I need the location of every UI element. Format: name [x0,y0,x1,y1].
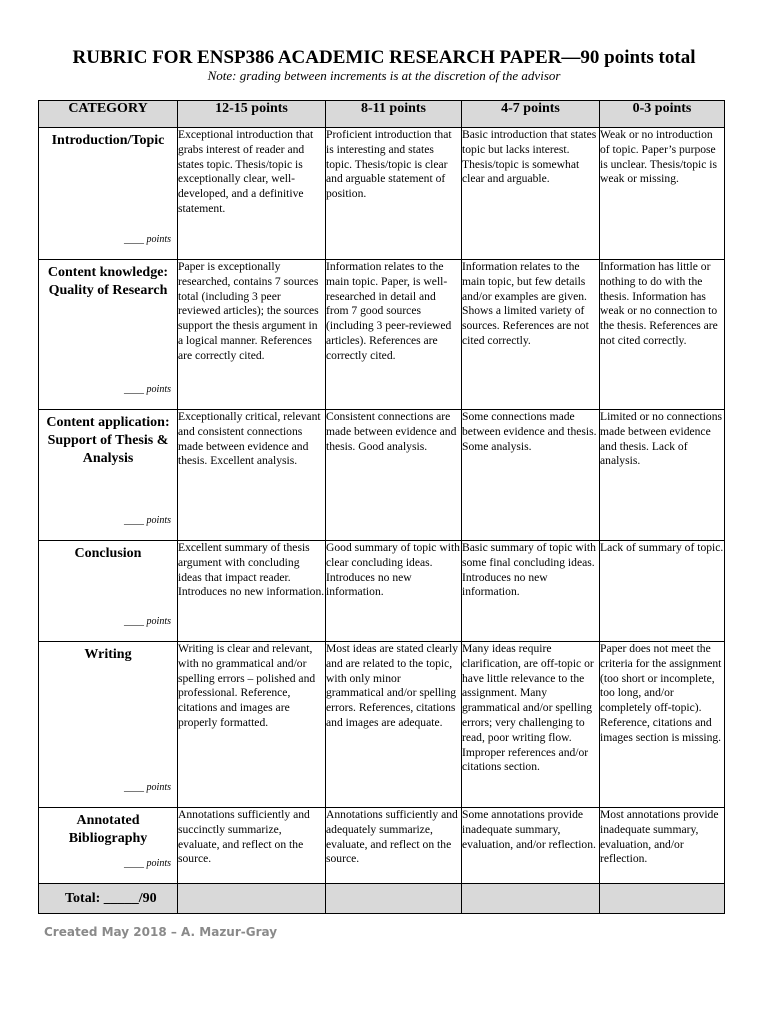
criteria-cell: Exceptional introduction that grabs interest of reader and states topic. Thesis/topic is exceptionally clear, well-developed, and a definitive statement. [178,128,326,260]
category-introduction: Introduction/Topic [51,133,165,148]
criteria-cell: Good summary of topic with clear concluding ideas. Introduces no new information. [326,541,462,642]
criteria-cell: Exceptionally critical, relevant and consistent connections made between evidence and thesis. Excellent analysis. [178,410,326,541]
criteria-cell: Some annotations provide inadequate summary, evaluation, and/or reflection. [462,808,600,884]
criteria-cell: Lack of summary of topic. [600,541,725,642]
header-8-11-points: 8-11 points [326,101,462,128]
points-blank: ____ points [124,515,171,526]
table-row [39,128,725,260]
category-cell [39,128,178,260]
total-cell [462,884,600,914]
header-category: CATEGORY [39,101,178,128]
document-title: RUBRIC FOR ENSP386 ACADEMIC RESEARCH PAPER—90 points total [72,47,696,68]
category-content-knowledge: Content knowledge: Quality of Research [47,265,169,298]
category-cell [39,808,178,884]
category-annotated-bibliography: Annotated Bibliography [68,813,148,846]
criteria-cell: Weak or no introduction of topic. Paper’s purpose is unclear. Thesis/topic is weak or missing. [600,128,725,260]
category-cell [39,541,178,642]
total-cell [178,884,326,914]
criteria-cell: Many ideas require clarification, are off-topic or have little relevance to the assignment. Many grammatical and/or spelling errors; very challenging to read, poor writing flow. Improper references and/or citations section. [462,642,600,808]
table-row [39,808,725,884]
total-row [39,884,725,914]
table-row [39,642,725,808]
criteria-cell: Most ideas are stated clearly and are related to the topic, with only minor grammatical and/or spelling errors. References, citations and images are adequate. [326,642,462,808]
criteria-cell: Basic summary of topic with some final concluding ideas. Introduces no new information. [462,541,600,642]
category-cell [39,642,178,808]
table-row [39,410,725,541]
criteria-cell: Information has little or nothing to do with the thesis. Information has weak or no connection to the thesis. References are not cited correctly. [600,260,725,410]
criteria-cell: Some connections made between evidence and thesis. Some analysis. [462,410,600,541]
category-cell [39,260,178,410]
criteria-cell: Limited or no connections made between evidence and thesis. Lack of analysis. [600,410,725,541]
grading-note: Note: grading between increments is at the discretion of the advisor [207,68,561,83]
points-blank: ____ points [124,234,171,245]
criteria-cell: Consistent connections are made between evidence and thesis. Good analysis. [326,410,462,541]
total-cell [326,884,462,914]
footer-credit: Created May 2018 – A. Mazur-Gray [44,925,278,939]
criteria-cell: Writing is clear and relevant, with no grammatical and/or spelling errors – polished and professional. Reference, citations and images are properly formatted. [178,642,326,808]
points-blank: ____ points [124,858,171,869]
criteria-cell: Excellent summary of thesis argument with concluding ideas that impact reader. Introduces no new information. [178,541,326,642]
criteria-cell: Basic introduction that states topic but lacks interest. Thesis/topic is somewhat clear and arguable. [462,128,600,260]
category-content-application: Content application: Support of Thesis & Analysis [46,415,170,466]
criteria-cell: Information relates to the main topic, but few details and/or examples are given. Shows a limited variety of sources. References are not cited correctly. [462,260,600,410]
criteria-cell: Annotations sufficiently and adequately summarize, evaluate, and reflect on the source. [326,808,462,884]
rubric-table [38,100,725,914]
category-writing: Writing [84,647,132,662]
criteria-cell: Most annotations provide inadequate summary, evaluation, and/or reflection. [600,808,725,884]
criteria-cell: Annotations sufficiently and succinctly summarize, evaluate, and reflect on the source. [178,808,326,884]
criteria-cell: Information relates to the main topic. Paper, is well-researched in detail and from 7 good sources (including 3 peer-reviewed articles). References are correctly cited. [326,260,462,410]
points-blank: ____ points [124,384,171,395]
criteria-cell: Paper does not meet the criteria for the assignment (too short or incomplete, too long, and/or completely off-topic). Reference, citations and images section is missing. [600,642,725,808]
table-row [39,541,725,642]
header-0-3-points: 0-3 points [600,101,725,128]
criteria-cell: Proficient introduction that is interesting and states topic. Thesis/topic is clear and arguable statement of position. [326,128,462,260]
header-12-15-points: 12-15 points [178,101,326,128]
header-row [39,101,725,128]
category-conclusion: Conclusion [74,546,142,561]
header-4-7-points: 4-7 points [462,101,600,128]
criteria-cell: Paper is exceptionally researched, contains 7 sources total (including 3 peer reviewed articles); the sources support the thesis argument in a logical manner. References are correctly cited. [178,260,326,410]
points-blank: ____ points [124,782,171,793]
total-label: Total: _____/90 [39,884,178,914]
points-blank: ____ points [124,616,171,627]
total-cell [600,884,725,914]
table-row [39,260,725,410]
category-cell [39,410,178,541]
